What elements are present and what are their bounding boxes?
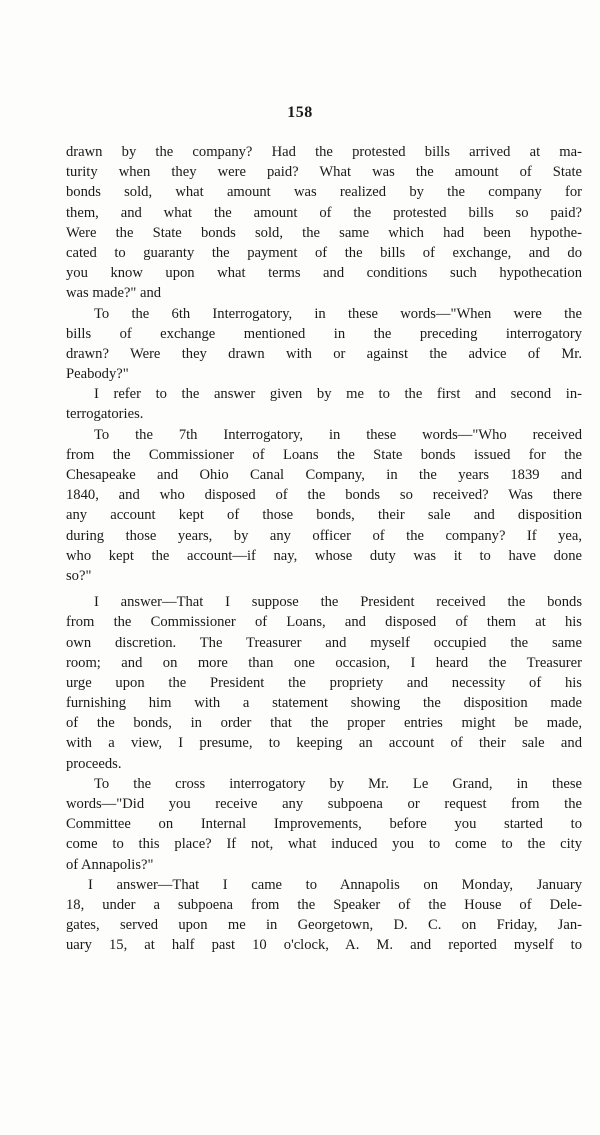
text-line: I refer to the answer given by me to the first and second in- [94,386,582,403]
text-line: of the bonds, in order that the proper entries might be made, [66,715,582,732]
text-line: come to this place? If not, what induced you to come to the city [66,836,582,853]
text-line: To the 7th Interrogatory, in these words—"Who received [94,426,582,443]
text-line: drawn by the company? Had the protested bills arrived at ma- [66,144,582,160]
page-number: 158 [287,104,313,121]
paragraph [66,592,582,774]
paragraph [66,304,582,385]
body-text [66,142,582,956]
text-line: Were the State bonds sold, the same which had been hypothe- [66,224,582,241]
text-line: Chesapeake and Ohio Canal Company, in the years 1839 and [66,467,582,483]
text-line: Peabody?" [66,366,129,383]
text-line: own discretion. The Treasurer and myself occupied the same [66,634,582,651]
text-line: uary 15, at half past 10 o'clock, A. M. and reported myself to [66,937,582,954]
paragraph [66,425,582,587]
paragraph [66,142,582,304]
text-line: terrogatories. [66,406,144,423]
text-line: so?" [66,567,92,584]
text-line: bonds sold, what amount was realized by the company for [66,184,582,201]
text-line: who kept the account—if nay, whose duty was it to have done [66,547,582,564]
text-line: turity when they were paid? What was the amount of State [66,164,582,181]
text-line: from the Commissioner of Loans the State bonds issued for the [66,446,582,463]
text-line: room; and on more than one occasion, I heard the Treasurer [66,654,582,671]
text-line: was made?" and [66,285,162,302]
text-line: furnishing him with a statement showing the disposition made [66,695,582,712]
text-line: words—"Did you receive any subpoena or request from the [66,796,582,812]
text-line: from the Commissioner of Loans, and disposed of them at his [66,614,582,631]
paragraph [66,875,582,956]
text-line: I answer—That I came to Annapolis on Monday, January [88,876,582,893]
text-line: any account kept of those bonds, their sale and disposition [66,507,582,524]
text-line: 18, under a subpoena from the Speaker of the House of Dele- [66,896,582,913]
text-line: gates, served upon me in Georgetown, D. C. on Friday, Jan- [66,917,582,934]
text-line: To the 6th Interrogatory, in these words—"When were the [94,305,582,322]
text-line: during those years, by any officer of the company? If yea, [66,527,582,544]
text-line: of Annapolis?" [66,856,154,873]
text-line: To the cross interrogatory by Mr. Le Grand, in these [94,775,582,792]
text-line: them, and what the amount of the protested bills so paid? [66,204,582,221]
text-line: cated to guaranty the payment of the bills of exchange, and do [66,244,582,261]
text-line: Committee on Internal Improvements, before you started to [66,816,582,833]
text-line: 1840, and who disposed of the bonds so received? Was there [66,487,582,504]
text-line: with a view, I presume, to keeping an account of their sale and [66,735,582,752]
text-line: drawn? Were they drawn with or against the advice of Mr. [66,345,582,362]
text-line: proceeds. [66,755,122,772]
paragraph [66,774,582,875]
paragraph [66,384,582,424]
text-line: bills of exchange mentioned in the preceding interrogatory [66,325,582,342]
text-line: urge upon the President the propriety and necessity of his [66,674,582,691]
text-line: you know upon what terms and conditions such hypothecation [66,265,582,282]
text-line: I answer—That I suppose the President received the bonds [94,594,582,611]
